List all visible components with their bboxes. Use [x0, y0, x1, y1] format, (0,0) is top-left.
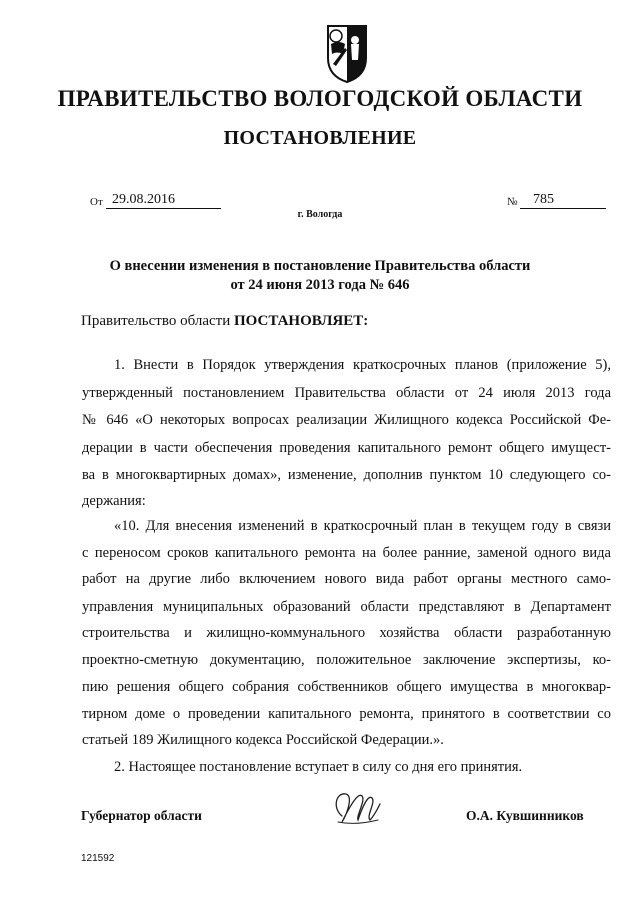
body-line: утвержденный постановлением Правительства области от 24 июля 2013 года	[82, 385, 611, 401]
body-line: проектно-сметную документацию, положительное заключение экспертизы, ко-	[82, 652, 611, 668]
registration-number: 121592	[81, 853, 115, 864]
number-prefix: №	[507, 196, 518, 208]
body-line: с переносом сроков капитального ремонта на более ранние, заменой одного вида	[82, 545, 611, 561]
body-line: 2. Настоящее постановление вступает в силу со дня его принятия.	[114, 759, 523, 775]
preamble-lead: Правительство области	[81, 313, 234, 329]
date-prefix: От	[90, 196, 103, 208]
coat-of-arms-emblem	[321, 18, 373, 84]
document-number: 785	[533, 192, 554, 207]
organization-title: ПРАВИТЕЛЬСТВО ВОЛОГОДСКОЙ ОБЛАСТИ	[57, 86, 583, 111]
body-line: дерации в части обеспечения проведения капитального ремонт общего имущест-	[82, 440, 611, 456]
handwritten-signature	[328, 786, 386, 830]
signatory-name: О.А. Кувшинников	[466, 808, 584, 823]
body-line: работ на другие либо включением нового вида работ органы местного само-	[82, 571, 611, 587]
body-line: «10. Для внесения изменений в краткосрочный план в текущем году в связи	[114, 518, 611, 534]
subject-line-1: О внесении изменения в постановление Правительства области	[109, 258, 531, 274]
body-line: тирном доме о проведении капитального ремонта, принятого в соответствии со	[82, 706, 611, 722]
body-line: держания:	[82, 493, 146, 509]
body-line: ва в многоквартирных домах», изменение, дополнив пунктом 10 следующего со-	[82, 467, 611, 483]
body-line: 1. Внести в Порядок утверждения краткосрочных планов (приложение 5),	[114, 357, 611, 373]
preamble	[81, 313, 368, 330]
body-line: статьей 189 Жилищного кодекса Российской Федерации.».	[82, 732, 444, 748]
document-subject	[0, 257, 640, 295]
body-line: строительства и жилищно-коммунального хозяйства области разработанную	[82, 625, 611, 641]
signatory-position: Губернатор области	[81, 808, 202, 823]
body-line: № 646 «О некоторых вопросах реализации Жилищного кодекса Российской Фе-	[82, 412, 611, 428]
body-line: управления муниципальных образований области представляют в Департамент	[82, 599, 611, 615]
body-line: пию решения общего собрания собственников общего имущества в многоквар-	[82, 679, 611, 695]
preamble-emphasis: ПОСТАНОВЛЯЕТ:	[233, 313, 369, 329]
document-type: ПОСТАНОВЛЕНИЕ	[223, 127, 417, 149]
city-label: г. Вологда	[297, 209, 343, 220]
subject-line-2: от 24 июня 2013 года № 646	[230, 277, 410, 293]
document-date: 29.08.2016	[112, 192, 175, 207]
